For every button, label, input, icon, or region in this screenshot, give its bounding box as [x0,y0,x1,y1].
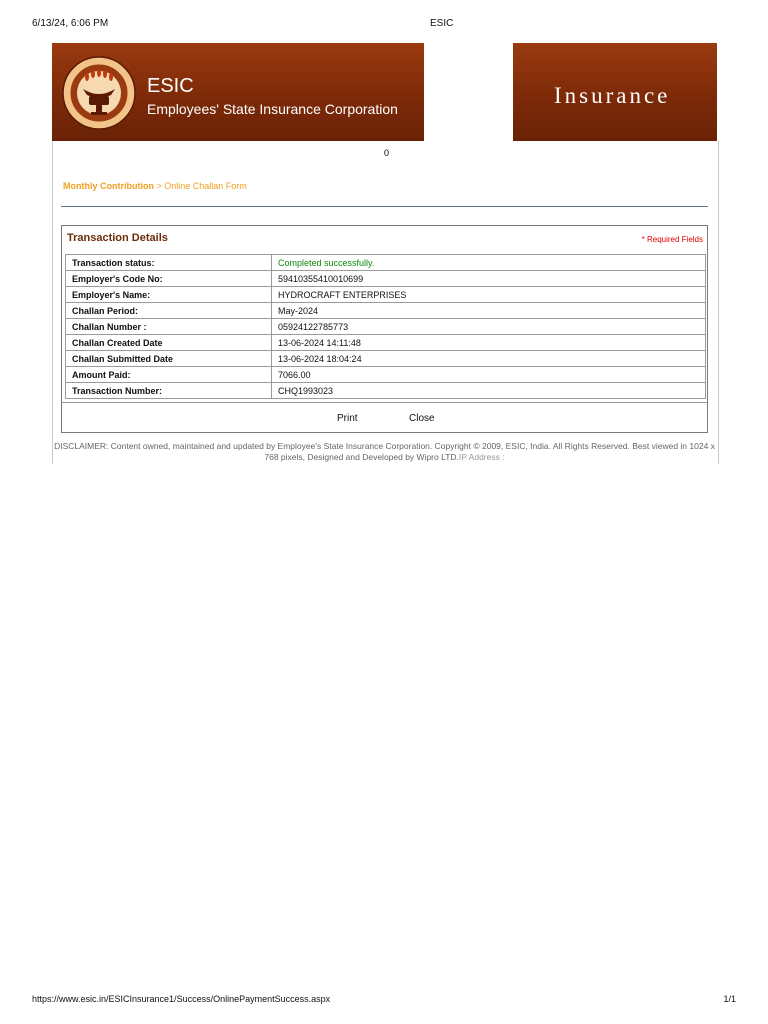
required-fields-note: * Required Fields [641,235,703,244]
row-label: Challan Period: [66,303,272,319]
table-row [66,367,706,383]
row-label: Challan Created Date [66,335,272,351]
row-label: Employer's Name: [66,287,272,303]
insurance-heading: Insurance [554,83,671,108]
esic-banner [52,43,424,141]
table-row [66,255,706,271]
panel-header [62,226,707,252]
row-label: Challan Number : [66,319,272,335]
panel-title: Transaction Details [67,232,168,244]
print-url: https://www.esic.in/ESICInsurance1/Success/OnlinePaymentSuccess.aspx [32,994,331,1004]
actions-divider [62,402,707,403]
print-page-title: ESIC [430,18,454,29]
hit-counter: 0 [384,148,390,158]
table-row [66,351,706,367]
challan-number-value: 05924122785773 [272,319,706,335]
table-row [66,335,706,351]
breadcrumb-current: Online Challan Form [164,181,247,191]
employer-code-value: 59410355410010699 [272,271,706,287]
challan-period-value: May-2024 [272,303,706,319]
row-label: Amount Paid: [66,367,272,383]
disclaimer-text: DISCLAIMER: Content owned, maintained and updated by Employee's State Insurance Corporation. Copyright © 2009, ESIC, India. All Rights Reserved. Best viewed in 1024 x 768 pixels, Designed and Developed by Wipro LTD. [54,441,715,462]
print-button[interactable]: Print [337,413,358,424]
table-row [66,271,706,287]
row-label: Employer's Code No: [66,271,272,287]
breadcrumb-separator: > [153,181,165,191]
insurance-banner [513,43,717,141]
section-divider [61,206,708,207]
breadcrumb-parent[interactable]: Monthly Contribution [63,181,154,191]
row-label: Transaction Number: [66,383,272,399]
table-row [66,383,706,399]
ip-address-label: IP Address : [458,452,505,462]
close-button[interactable]: Close [409,413,435,424]
brand-full-name: Employees' State Insurance Corporation [147,101,398,117]
employer-name-value: HYDROCRAFT ENTERPRISES [272,287,706,303]
disclaimer [52,441,717,463]
challan-created-date-value: 13-06-2024 14:11:48 [272,335,706,351]
brand-short-name: ESIC [147,75,194,97]
transaction-number-value: CHQ1993023 [272,383,706,399]
breadcrumb [63,181,247,191]
amount-paid-value: 7066.00 [272,367,706,383]
transaction-details-panel [61,225,708,433]
esic-lamp-emblem-icon [61,55,137,131]
table-row [66,319,706,335]
transaction-details-table [65,254,706,399]
row-label: Challan Submitted Date [66,351,272,367]
row-label: Transaction status: [66,255,272,271]
transaction-status-value: Completed successfully. [272,255,706,271]
print-page-number: 1/1 [723,994,736,1004]
challan-submitted-date-value: 13-06-2024 18:04:24 [272,351,706,367]
table-row [66,303,706,319]
print-datetime: 6/13/24, 6:06 PM [32,18,109,29]
table-row [66,287,706,303]
